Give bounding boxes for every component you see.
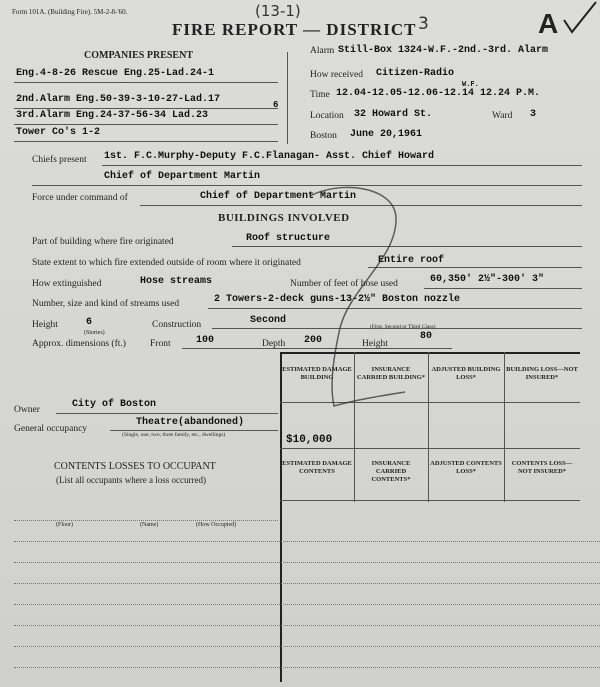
table-col-divider [428,352,429,502]
contents-rule [14,646,600,647]
occupancy-note: (Single, one, two, three family, etc., dwellings) [122,432,226,438]
contents-rule [14,562,600,563]
rule [14,124,278,125]
time-label: Time [310,90,330,100]
time-value: 12.04-12.05-12.06-12.14 12.24 P.M. [336,88,541,99]
owner-value: City of Boston [72,399,157,410]
construction-value: Second [250,315,287,326]
companies-line-1: Eng.4-8-26 Rescue Eng.25-Lad.24-1 [16,68,215,79]
rule [14,108,278,109]
col-estimated-damage-contents: ESTIMATED DAMAGE CONTENTS [282,460,352,475]
time-note: W.F. [462,81,479,89]
companies-line-2-note: 6 [273,100,279,110]
handwritten-scrawl-icon [300,178,410,418]
alarm-label: Alarm [310,46,335,56]
contents-rule [14,625,600,626]
contents-rule [14,667,600,668]
location-value: 32 Howard St. [354,109,433,120]
rule [14,141,278,142]
companies-heading: COMPANIES PRESENT [84,50,193,61]
extinguished-label: How extinguished [32,279,102,289]
front-label: Front [150,339,171,349]
received-label: How received [310,70,364,80]
companies-line-2: 2nd.Alarm Eng.50-39-3-10-27-Lad.17 [16,94,221,105]
hose-label: Number of feet of hose used [290,279,398,289]
check-mark-icon [560,0,600,36]
dheight-label: Height [362,339,388,349]
streams-label: Number, size and kind of streams used [32,299,180,309]
height-label: Height [32,320,58,330]
hose-value: 60,350' 2½"-300' 3" [430,274,545,285]
construction-label: Construction [152,320,202,330]
chiefs-present-label: Chiefs present [32,155,87,165]
col-estimated-damage-building: ESTIMATED DAMAGE BUILDING [282,366,352,381]
city-label: Boston [310,131,337,141]
depth-label: Depth [262,339,286,349]
front-value: 100 [196,335,215,346]
stories-note: (Stories) [84,330,105,336]
date-value: June 20,1961 [350,129,423,140]
table-col-divider [504,352,505,502]
buildings-heading: BUILDINGS INVOLVED [218,212,350,224]
command-label: Force under command of [32,193,128,203]
received-value: Citizen-Radio [376,68,455,79]
col-building-loss-not-insured: BUILDING LOSS—NOT INSURED* [506,366,578,381]
col-insurance-contents: INSURANCE CARRIED CONTENTS* [371,460,411,483]
origin-label: Part of building where fire originated [32,237,174,247]
dimensions-label: Approx. dimensions (ft.) [32,339,126,349]
height-value: 6 [86,317,93,328]
occupancy-value: Theatre(abandoned) [136,417,245,428]
page-title: FIRE REPORT — DISTRICT [172,20,417,39]
col-adjusted-building-loss: ADJUSTED BUILDING LOSS* [431,366,501,381]
extent-label: State extent to which fire extended outside of room where it originated [32,258,301,268]
report-letter: A [538,8,559,39]
chiefs-present-value-2: Chief of Department Martin [104,171,261,182]
rule [56,413,278,414]
owner-label: Owner [14,405,40,415]
depth-value: 200 [304,335,323,346]
table-row-divider [280,500,580,501]
rule [424,288,582,289]
col-contents-loss-not-insured: CONTENTS LOSS—NOT INSURED* [511,460,573,475]
col-insurance-building: INSURANCE CARRIED BUILDING* [356,366,426,381]
chiefs-present-value: 1st. F.C.Murphy-Deputy F.C.Flanagan- Asst. Chief Howard [104,151,435,162]
contents-rule [14,604,600,605]
damage-value: $10,000 [286,434,333,446]
col-adjusted-contents-loss: ADJUSTED CONTENTS LOSS* [430,460,502,475]
contents-heading: CONTENTS LOSSES TO OCCUPANT [54,461,216,472]
rule [14,82,278,83]
extent-value: Entire roof [378,255,445,266]
ward-label: Ward [492,111,513,121]
name-label: (Name) [140,522,159,528]
companies-line-4: Tower Co's 1-2 [16,127,101,138]
how-occupied-label: (How Occupied) [196,522,237,528]
contents-rule [14,520,278,521]
column-divider [287,52,288,144]
rule [102,165,582,166]
alarm-value: Still-Box 1324-W.F.-2nd.-3rd. Alarm [338,45,549,56]
origin-value: Roof structure [246,233,331,244]
class-note: (First, Second or Third Class) [370,324,436,330]
district-number: 3 [418,14,429,34]
form-id: Form 101A. (Building Fire). 5M-2-8-'60. [12,8,128,16]
extinguished-value: Hose streams [140,276,213,287]
table-row-divider [280,448,580,449]
contents-rule [14,541,600,542]
contents-subheading: (List all occupants where a loss occurred) [56,475,206,485]
companies-line-3: 3rd.Alarm Eng.24-37-56-34 Lad.23 [16,110,209,121]
streams-value: 2 Towers-2-deck guns-13-2½" Boston nozzle [214,294,461,305]
contents-rule [14,583,600,584]
dheight-value: 80 [420,331,433,342]
rule [110,430,278,431]
handwritten-bracket-note: (13-1) [255,2,301,20]
command-value: Chief of Department Martin [200,191,357,202]
ward-value: 3 [530,109,537,120]
occupancy-label: General occupancy [14,424,88,434]
floor-label: (Floor) [56,522,73,528]
location-label: Location [310,111,344,121]
